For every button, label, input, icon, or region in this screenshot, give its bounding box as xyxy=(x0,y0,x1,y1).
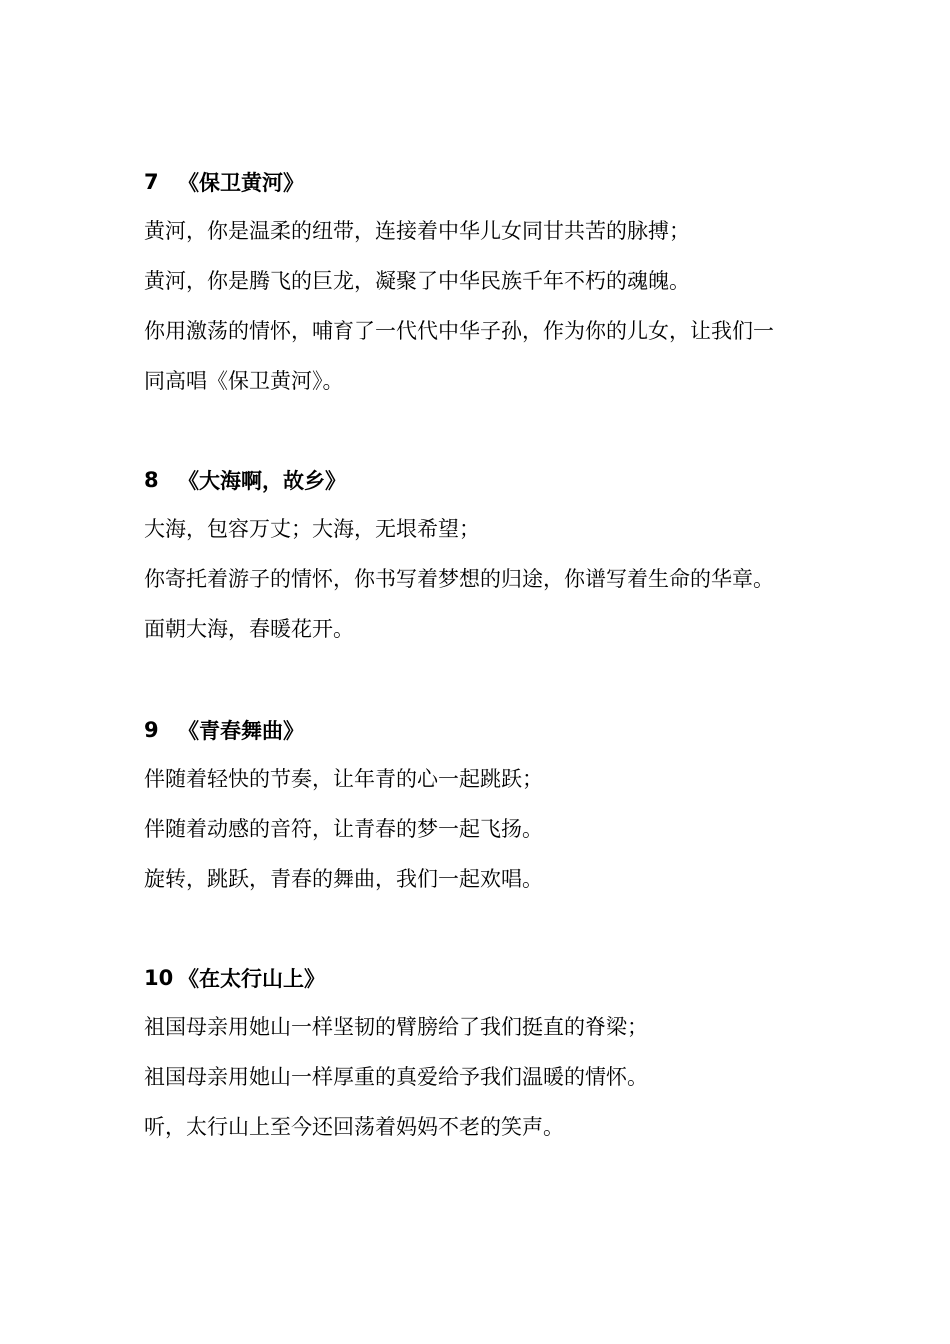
section-8 xyxy=(144,461,844,654)
text-line: 祖国母亲用她山一样厚重的真爱给予我们温暖的情怀。 xyxy=(144,1065,648,1089)
section-title: 《保卫黄河》 xyxy=(178,171,304,195)
text-line: 伴随着轻快的节奏，让年青的心一起跳跃； xyxy=(144,767,543,791)
text-line: 听，太行山上至今还回荡着妈妈不老的笑声。 xyxy=(144,1115,564,1139)
text-line: 你用激荡的情怀，哺育了一代代中华子孙，作为你的儿女，让我们一 xyxy=(144,319,774,343)
section-number: 10 xyxy=(144,966,174,990)
text-line: 黄河，你是腾飞的巨龙，凝聚了中华民族千年不朽的魂魄。 xyxy=(144,269,690,293)
text-line: 伴随着动感的音符，让青春的梦一起飞扬。 xyxy=(144,817,543,841)
text-line: 大海，包容万丈；大海，无垠希望； xyxy=(144,517,480,541)
text-line: 旋转，跳跃，青春的舞曲，我们一起欢唱。 xyxy=(144,867,543,891)
section-body xyxy=(144,1002,844,1152)
section-body xyxy=(144,206,844,406)
section-number: 8 xyxy=(144,468,159,492)
text-line: 面朝大海，春暖花开。 xyxy=(144,617,354,641)
section-7 xyxy=(144,163,844,406)
section-heading xyxy=(144,461,844,499)
text-line: 黄河，你是温柔的纽带，连接着中华儿女同甘共苦的脉搏； xyxy=(144,219,690,243)
section-heading xyxy=(144,163,844,201)
text-line: 你寄托着游子的情怀，你书写着梦想的归途，你谱写着生命的华章。 xyxy=(144,567,774,591)
text-line: 祖国母亲用她山一样坚韧的臂膀给了我们挺直的脊梁； xyxy=(144,1015,648,1039)
section-body xyxy=(144,754,844,904)
section-body xyxy=(144,504,844,654)
section-heading xyxy=(144,959,844,997)
text-line: 同高唱《保卫黄河》。 xyxy=(144,369,344,393)
section-title: 《在太行山上》 xyxy=(178,967,325,991)
section-10 xyxy=(144,959,844,1152)
section-9 xyxy=(144,711,844,904)
section-title: 《大海啊，故乡》 xyxy=(178,469,346,493)
section-heading xyxy=(144,711,844,749)
section-title: 《青春舞曲》 xyxy=(178,719,304,743)
section-number: 9 xyxy=(144,718,159,742)
section-number: 7 xyxy=(144,170,159,194)
